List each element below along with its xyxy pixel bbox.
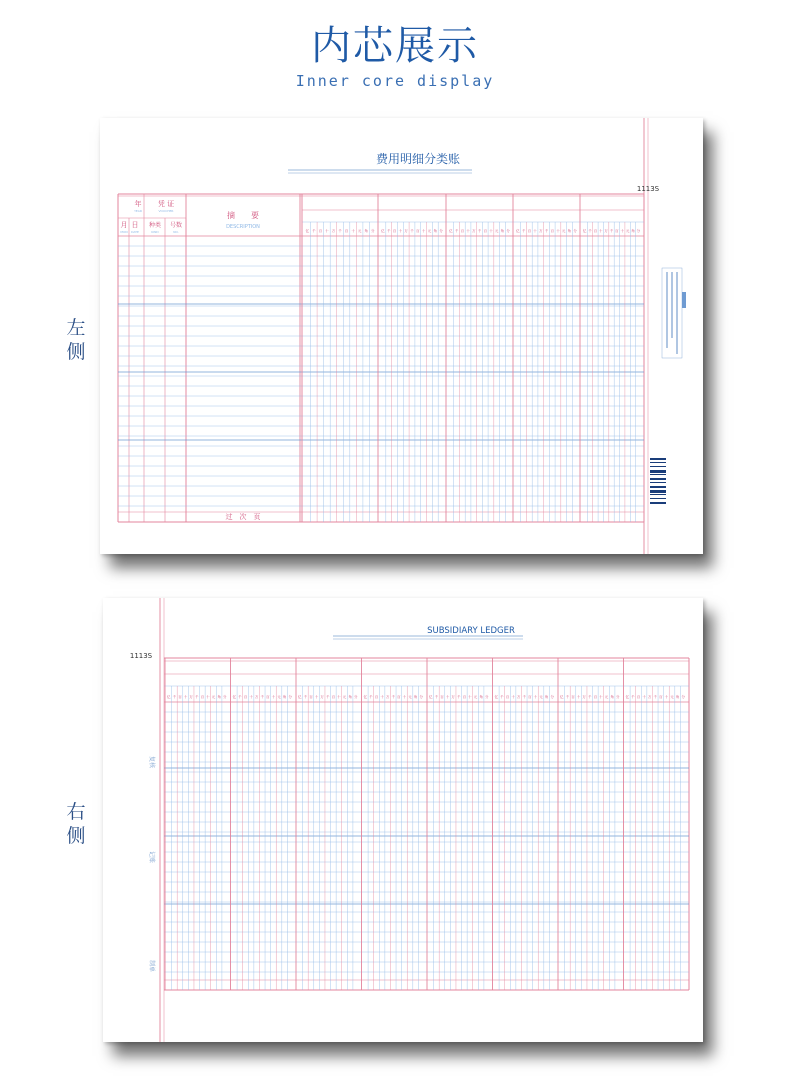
digit-head: 元 [427, 229, 432, 233]
digit-head: 元 [473, 695, 478, 699]
digit-head: 角 [500, 229, 505, 233]
digit-head: 千 [565, 695, 570, 699]
barcode-bar [650, 482, 666, 483]
year-en: YEAR [134, 209, 142, 213]
digit-head: 百 [593, 695, 598, 699]
right-sheet-title: SUBSIDIARY LEDGER [427, 626, 515, 636]
digit-head: 百 [440, 695, 444, 699]
digit-head: 千 [326, 695, 330, 699]
digit-head: 角 [413, 695, 418, 699]
digit-head: 千 [195, 695, 199, 699]
margin-mark-review: 复核 [148, 756, 155, 769]
digit-head: 亿 [625, 695, 630, 699]
digit-head: 十 [511, 695, 515, 699]
digit-head: 分 [573, 229, 577, 233]
digit-head: 角 [631, 229, 635, 233]
digit-head: 角 [433, 229, 438, 233]
digit-head: 分 [615, 695, 620, 699]
barcode-icon [650, 458, 666, 504]
digit-head: 十 [206, 695, 210, 699]
col-month: 月 [120, 221, 128, 229]
digit-head: 十 [398, 229, 403, 233]
digit-head: 十 [421, 229, 426, 233]
digit-head: 分 [636, 229, 641, 233]
digit-head: 分 [288, 695, 292, 699]
digit-head: 千 [653, 695, 657, 699]
digit-head: 元 [604, 695, 609, 699]
digit-head: 百 [344, 229, 349, 233]
digit-head: 亿 [305, 229, 310, 233]
right-side-label [64, 800, 88, 848]
margin-mark-bookkeeping: 记账 [148, 851, 155, 864]
digit-head: 百 [659, 695, 663, 699]
digit-head: 分 [222, 695, 227, 699]
digit-head: 元 [357, 229, 362, 233]
digit-head: 万 [320, 695, 324, 699]
digit-head: 亿 [494, 695, 499, 699]
barcode-bar [650, 502, 666, 504]
digit-head: 分 [550, 695, 554, 699]
digit-head: 十 [314, 695, 319, 699]
voucher-en: VOUCHER [158, 209, 174, 213]
digit-head: 千 [391, 695, 395, 699]
digit-head: 十 [351, 229, 355, 233]
digit-head: 元 [211, 695, 216, 699]
col-kind-en: KIND [151, 230, 159, 234]
digit-head: 千 [454, 229, 459, 233]
digit-head: 十 [402, 695, 407, 699]
left-sheet-code: 1113S [636, 185, 660, 193]
digit-head: 千 [238, 695, 242, 699]
digit-head: 百 [460, 229, 465, 233]
digit-head: 元 [494, 229, 499, 233]
digit-head: 万 [254, 695, 259, 699]
printer-info-block [662, 268, 686, 358]
digit-head: 亿 [516, 229, 520, 233]
digit-head: 百 [550, 229, 554, 233]
summary-en: DESCRIPTION [226, 224, 260, 230]
digit-head: 十 [533, 229, 537, 233]
digit-head: 亿 [363, 695, 368, 699]
page-header [0, 0, 790, 100]
digit-head: 十 [533, 695, 538, 699]
digit-head: 十 [620, 229, 624, 233]
digit-head: 万 [647, 695, 652, 699]
digit-head: 千 [303, 695, 308, 699]
digit-head: 十 [576, 695, 581, 699]
digit-head: 百 [318, 229, 323, 233]
right-sheet-code: 1113S [129, 652, 153, 660]
digit-head: 十 [271, 695, 276, 699]
digit-head: 分 [419, 695, 423, 699]
digit-head: 亿 [232, 695, 237, 699]
digit-head: 亿 [429, 695, 433, 699]
digit-head: 千 [457, 695, 461, 699]
col-month-en: MON [120, 230, 128, 234]
right-side-char-1: 右 [66, 801, 86, 823]
digit-head: 百 [200, 695, 205, 699]
digit-head: 十 [466, 229, 470, 233]
digit-head: 分 [681, 695, 685, 699]
digit-head: 千 [631, 695, 635, 699]
digit-head: 元 [670, 695, 674, 699]
digit-head: 百 [266, 695, 270, 699]
digit-head: 亿 [582, 229, 587, 233]
digit-head: 角 [567, 229, 572, 233]
right-ledger-sheet [103, 598, 703, 1042]
digit-head: 角 [217, 695, 221, 699]
digit-head: 分 [353, 695, 358, 699]
digit-head: 百 [593, 229, 598, 233]
digit-head: 十 [249, 695, 253, 699]
digit-head: 千 [609, 229, 614, 233]
digit-head: 万 [539, 229, 543, 233]
digit-head: 分 [484, 695, 489, 699]
digit-head: 元 [277, 695, 281, 699]
digit-head: 千 [386, 229, 391, 233]
digit-head: 十 [489, 229, 493, 233]
digit-head: 万 [404, 229, 408, 233]
digit-head: 十 [380, 695, 384, 699]
right-ledger-grid [103, 598, 703, 1042]
barcode-bar [650, 490, 666, 493]
digit-head: 百 [483, 229, 487, 233]
digit-head: 角 [282, 695, 287, 699]
digit-head: 万 [451, 695, 455, 699]
digit-head: 万 [189, 695, 193, 699]
left-side-char-1: 左 [66, 317, 86, 339]
digit-head: 千 [260, 695, 264, 699]
digit-head: 百 [615, 229, 619, 233]
digit-head: 千 [410, 229, 414, 233]
year-label: 年 [134, 200, 142, 208]
carry-over-label: 过 次 页 [225, 513, 261, 521]
barcode-bar [650, 494, 666, 495]
digit-head: 十 [664, 695, 669, 699]
digit-head: 千 [312, 229, 316, 233]
digit-head: 千 [521, 229, 526, 233]
col-day: 日 [131, 221, 139, 229]
digit-head: 万 [582, 695, 586, 699]
digit-head: 千 [172, 695, 177, 699]
digit-head: 百 [331, 695, 336, 699]
left-ledger-sheet [100, 118, 703, 554]
digit-head: 万 [331, 229, 336, 233]
col-number: 号数 [169, 222, 183, 229]
barcode-bar [650, 466, 666, 467]
digit-head: 角 [364, 229, 368, 233]
digit-head: 千 [500, 695, 504, 699]
digit-head: 百 [571, 695, 575, 699]
summary-label: 摘 要 [227, 211, 259, 220]
digit-head: 百 [243, 695, 248, 699]
digit-head: 角 [479, 695, 483, 699]
left-sheet-title: 费用明细分类账 [375, 152, 461, 166]
digit-head: 千 [369, 695, 373, 699]
digit-head: 百 [636, 695, 641, 699]
digit-head: 十 [183, 695, 188, 699]
digit-head: 分 [439, 229, 443, 233]
left-side-label [64, 316, 88, 364]
digit-head: 百 [505, 695, 510, 699]
voucher-label: 凭 证 [157, 200, 175, 208]
digit-head: 十 [599, 695, 603, 699]
col-kind: 种类 [148, 222, 162, 229]
digit-head: 分 [370, 229, 375, 233]
digit-head: 角 [675, 695, 680, 699]
digit-head: 角 [544, 695, 549, 699]
digit-head: 亿 [560, 695, 564, 699]
digit-head: 元 [539, 695, 543, 699]
title-cn: 内芯展示 [311, 23, 479, 69]
digit-head: 百 [397, 695, 401, 699]
digit-head: 十 [325, 229, 329, 233]
digit-head: 元 [625, 229, 630, 233]
digit-head: 亿 [298, 695, 302, 699]
digit-head: 亿 [381, 229, 385, 233]
barcode-bar [650, 486, 666, 488]
digit-head: 亿 [167, 695, 171, 699]
barcode-bar [650, 498, 666, 499]
digit-head: 角 [348, 695, 352, 699]
barcode-bar [650, 462, 666, 463]
digit-head: 十 [445, 695, 450, 699]
digit-head: 元 [342, 695, 347, 699]
right-side-char-2: 侧 [66, 825, 86, 847]
digit-head: 角 [610, 695, 614, 699]
left-ledger-grid [100, 118, 703, 554]
digit-head: 百 [527, 229, 532, 233]
digit-head: 元 [408, 695, 412, 699]
digit-head: 十 [337, 695, 341, 699]
digit-head: 千 [544, 229, 549, 233]
digit-head: 百 [416, 229, 420, 233]
digit-head: 千 [522, 695, 526, 699]
digit-head: 百 [392, 229, 397, 233]
digit-head: 十 [642, 695, 646, 699]
digit-head: 十 [599, 229, 603, 233]
digit-head: 千 [477, 229, 482, 233]
digit-head: 分 [506, 229, 510, 233]
digit-head: 十 [556, 229, 560, 233]
digit-head: 百 [528, 695, 532, 699]
digit-head: 百 [462, 695, 467, 699]
digit-head: 百 [374, 695, 379, 699]
digit-head: 千 [588, 229, 592, 233]
digit-head: 千 [588, 695, 592, 699]
col-day-en: DATE [131, 230, 139, 234]
digit-head: 万 [472, 229, 476, 233]
digit-head: 千 [338, 229, 342, 233]
digit-head: 百 [178, 695, 182, 699]
barcode-bar [650, 478, 666, 480]
digit-head: 十 [468, 695, 472, 699]
col-number-en: NO. [173, 230, 179, 234]
title-en: Inner core display [295, 72, 495, 90]
digit-head: 万 [516, 695, 521, 699]
left-side-char-2: 侧 [66, 341, 86, 363]
digit-head: 千 [434, 695, 439, 699]
digit-head: 万 [385, 695, 390, 699]
digit-head: 万 [604, 229, 608, 233]
digit-head: 百 [309, 695, 313, 699]
barcode-bar [650, 474, 666, 475]
margin-mark-prepare: 制单 [148, 960, 155, 973]
digit-head: 亿 [449, 229, 453, 233]
barcode-bar [650, 458, 666, 460]
barcode-bar [650, 470, 666, 473]
digit-head: 元 [561, 229, 566, 233]
